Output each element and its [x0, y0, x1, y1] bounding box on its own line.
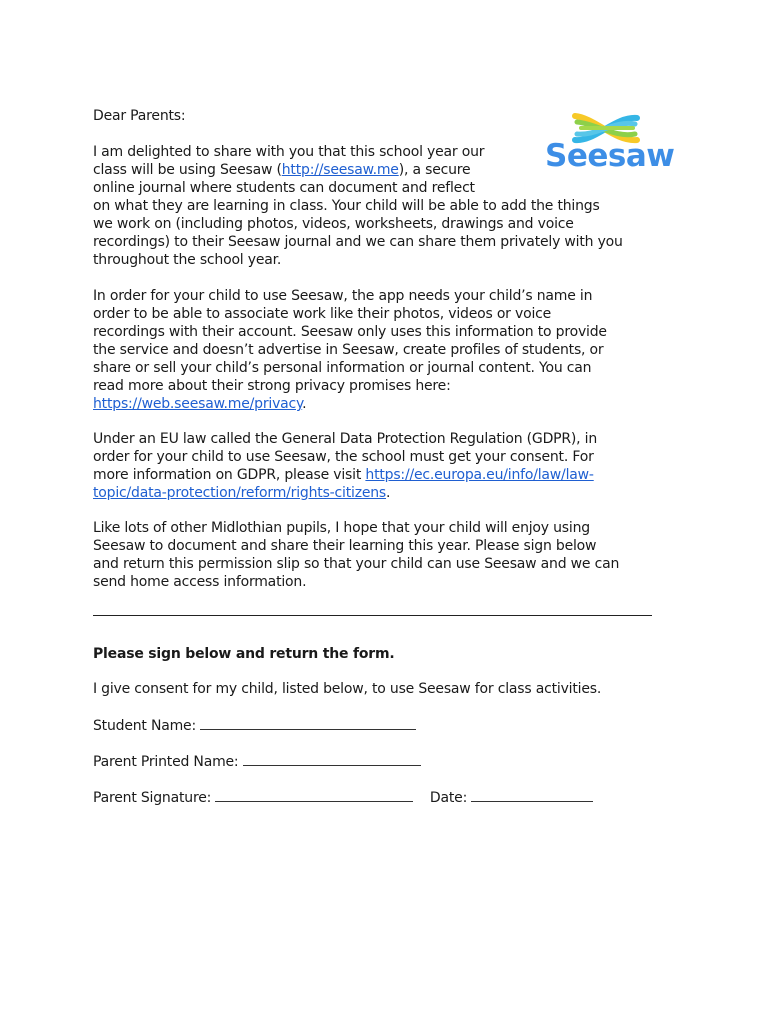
seesaw-link[interactable]: http://seesaw.me — [281, 162, 399, 178]
p1-line: I am delighted to share with you that this school year our — [93, 144, 485, 160]
student-name-label: Student Name: — [93, 718, 196, 734]
p1-line: on what they are learning in class. Your child will be able to add the things — [93, 198, 600, 214]
signature-field[interactable] — [215, 788, 413, 802]
parent-name-row — [93, 752, 421, 771]
student-name-row — [93, 716, 416, 735]
seesaw-wordmark: Seesaw — [545, 138, 675, 174]
p1-line: we work on (including photos, videos, worksheets, drawings and voice — [93, 216, 574, 232]
p2-line: the service and doesn’t advertise in Seesaw, create profiles of students, or — [93, 342, 604, 358]
p4-line: send home access information. — [93, 574, 307, 590]
date-field[interactable] — [471, 788, 593, 802]
parent-name-field[interactable] — [243, 752, 421, 766]
p2-line: In order for your child to use Seesaw, the app needs your child’s name in — [93, 288, 593, 304]
p3-line: more information on GDPR, please visit https://ec.europa.eu/info/law/law- — [93, 467, 594, 483]
signature-row — [93, 788, 593, 807]
p2-line: order to be able to associate work like their photos, videos or voice — [93, 306, 552, 322]
p4-line: Seesaw to document and share their learning this year. Please sign below — [93, 538, 597, 554]
p1-line: class will be using Seesaw (http://seesaw.me), a secure — [93, 162, 471, 178]
greeting: Dear Parents: — [93, 108, 186, 124]
p1-line: recordings) to their Seesaw journal and we can share them privately with you — [93, 234, 623, 250]
p2-line: recordings with their account. Seesaw only uses this information to provide — [93, 324, 607, 340]
p3-line: order for your child to use Seesaw, the school must get your consent. For — [93, 449, 594, 465]
consent-statement: I give consent for my child, listed below, to use Seesaw for class activities. — [93, 681, 602, 697]
p1-line: throughout the school year. — [93, 252, 282, 268]
seesaw-logo — [545, 110, 675, 176]
section-divider — [93, 615, 652, 616]
parent-name-label: Parent Printed Name: — [93, 754, 239, 770]
p2-line: read more about their strong privacy promises here: — [93, 378, 451, 394]
p4-line: Like lots of other Midlothian pupils, I hope that your child will enjoy using — [93, 520, 590, 536]
privacy-link[interactable]: https://web.seesaw.me/privacy — [93, 396, 303, 412]
p4-line: and return this permission slip so that your child can use Seesaw and we can — [93, 556, 620, 572]
p2-line: share or sell your child’s personal information or journal content. You can — [93, 360, 592, 376]
p1-line: online journal where students can document and reflect — [93, 180, 475, 196]
gdpr-link[interactable]: https://ec.europa.eu/info/law/law- — [365, 467, 594, 483]
p2-line: https://web.seesaw.me/privacy. — [93, 396, 307, 412]
student-name-field[interactable] — [200, 716, 416, 730]
signature-label: Parent Signature: — [93, 790, 212, 806]
date-label: Date: — [429, 790, 468, 806]
form-heading: Please sign below and return the form. — [93, 646, 395, 662]
p3-line: Under an EU law called the General Data Protection Regulation (GDPR), in — [93, 431, 598, 447]
gdpr-link-continued[interactable]: topic/data-protection/reform/rights-citizens — [93, 485, 387, 501]
p3-line: topic/data-protection/reform/rights-citizens. — [93, 485, 391, 501]
